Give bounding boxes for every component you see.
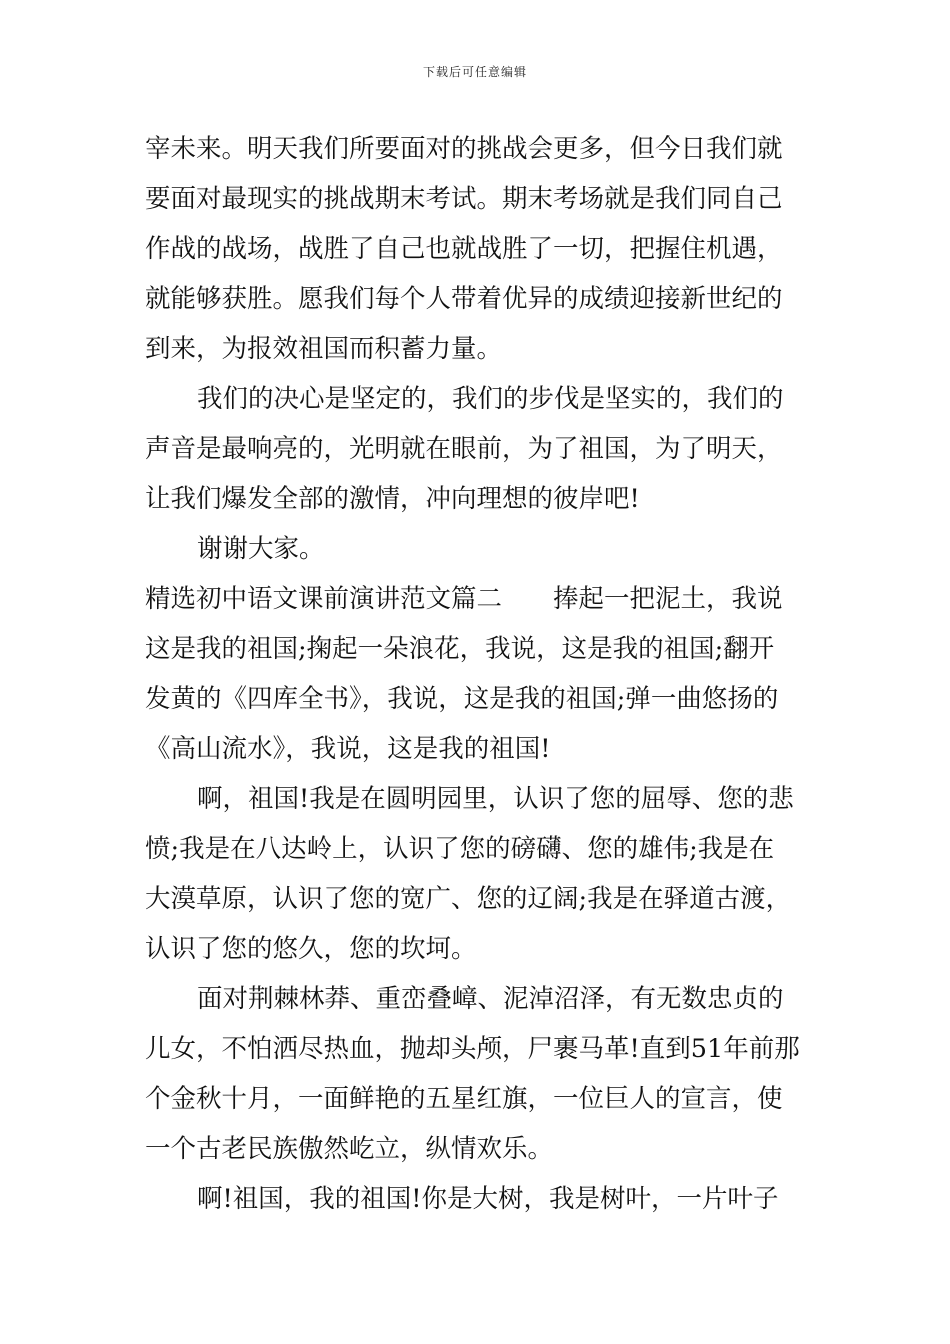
text-line: 啊，祖国!我是在圆明园里，认识了您的屈辱、您的悲	[197, 784, 794, 814]
text-line: 啊!祖国，我的祖国!你是大树，我是树叶，一片叶子	[197, 1184, 779, 1214]
text-line: 声音是最响亮的，光明就在眼前，为了祖国，为了明天，	[145, 434, 783, 464]
text-line: 我们的决心是坚定的，我们的步伐是坚实的，我们的	[197, 384, 784, 414]
text-line: 让我们爆发全部的激情，冲向理想的彼岸吧!	[145, 484, 640, 514]
text-line: 《高山流水》，我说，这是我的祖国!	[145, 734, 551, 764]
text-line: 谢谢大家。	[197, 534, 325, 564]
text-line: 宰未来。明天我们所要面对的挑战会更多，但今日我们就	[145, 134, 783, 164]
text-line: 要面对最现实的挑战期末考试。期末考场就是我们同自己	[145, 184, 783, 214]
text-line: 这是我的祖国;掬起一朵浪花，我说，这是我的祖国;翻开	[145, 634, 775, 664]
text-line: 面对荆棘林莽、重峦叠嶂、泥淖沼泽，有无数忠贞的	[197, 984, 784, 1014]
document-body	[145, 124, 809, 1224]
text-line: 精选初中语文课前演讲范文篇二 捧起一把泥土，我说	[145, 584, 783, 614]
text-line: 大漠草原，认识了您的宽广、您的辽阔;我是在驿道古渡，	[145, 884, 792, 914]
text-line: 认识了您的悠久，您的坎坷。	[145, 934, 477, 964]
text-line: 儿女，不怕洒尽热血，抛却头颅，尸裹马革!直到51年前那	[145, 1034, 800, 1064]
text-line: 到来，为报效祖国而积蓄力量。	[145, 334, 503, 364]
text-line: 作战的战场，战胜了自己也就战胜了一切，把握住机遇，	[145, 234, 783, 264]
text-line: 一个古老民族傲然屹立，纵情欢乐。	[145, 1134, 554, 1164]
text-line: 个金秋十月，一面鲜艳的五星红旗，一位巨人的宣言，使	[145, 1084, 783, 1114]
text-line: 愤;我是在八达岭上，认识了您的磅礴、您的雄伟;我是在	[145, 834, 775, 864]
text-line: 就能够获胜。愿我们每个人带着优异的成绩迎接新世纪的	[145, 284, 783, 314]
text-line: 发黄的《四库全书》，我说，这是我的祖国;弹一曲悠扬的	[145, 684, 779, 714]
page-header-note: 下载后可任意编辑	[422, 65, 527, 79]
